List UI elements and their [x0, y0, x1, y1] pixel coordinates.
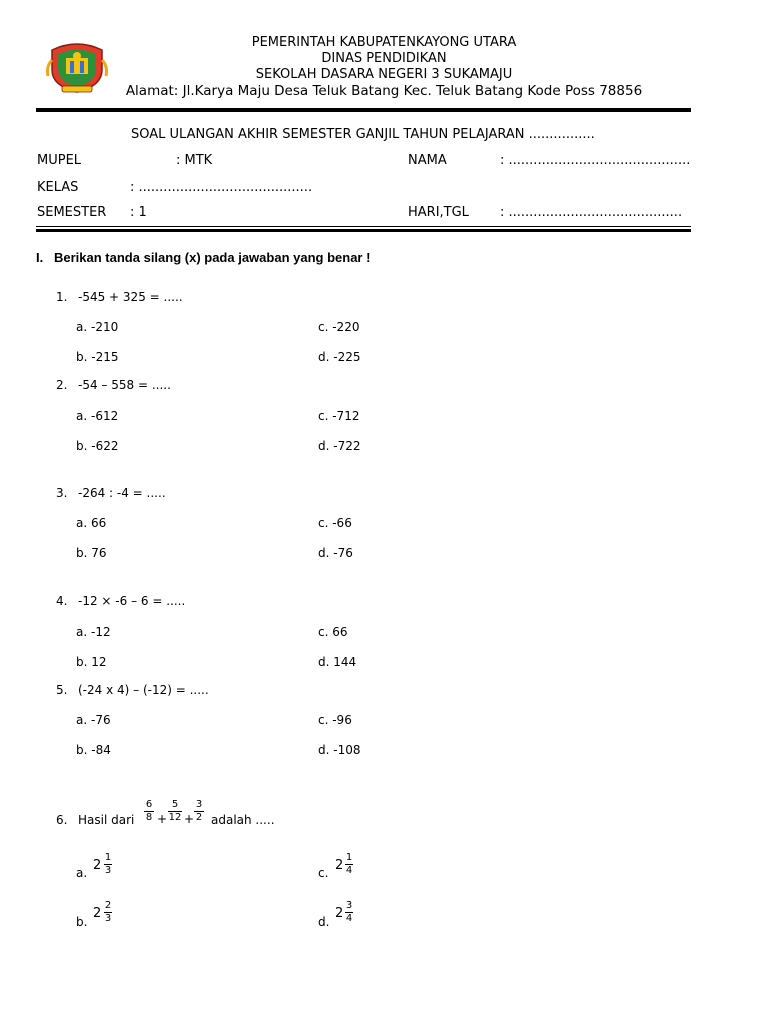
mixed-number-whole: 2 [93, 906, 102, 921]
question-prefix: Hasil dari [78, 813, 135, 827]
option-d[interactable]: d. -225 [318, 350, 361, 364]
haritgl-label: HARI,TGL [408, 205, 469, 220]
question-number: 4. [56, 594, 68, 608]
nama-field[interactable]: : ............................................ [500, 153, 691, 168]
option-c[interactable]: c. [318, 866, 329, 880]
option-b[interactable]: b. 76 [76, 546, 107, 560]
question-text: -12 × -6 – 6 = ..... [78, 594, 186, 608]
kelas-field[interactable]: : .......................................... [130, 180, 313, 195]
plus-sign: + [184, 812, 195, 826]
option-c[interactable]: c. -96 [318, 713, 352, 727]
question-suffix: adalah ..... [211, 813, 275, 827]
haritgl-field[interactable]: : .......................................... [500, 205, 683, 220]
fraction-numerator: 6 [145, 799, 153, 810]
option-d[interactable]: d. 144 [318, 655, 357, 669]
section-number: I. [36, 250, 44, 265]
kelas-label: KELAS [37, 180, 79, 195]
mixed-number-whole: 2 [335, 858, 344, 873]
question-text: -264 : -4 = ..... [78, 486, 166, 500]
option-a[interactable]: a. [76, 866, 88, 880]
info-divider-thick [36, 229, 691, 232]
fraction-numerator: 1 [345, 852, 353, 863]
option-b[interactable]: b. -622 [76, 439, 119, 453]
exam-title: SOAL ULANGAN AKHIR SEMESTER GANJIL TAHUN PELAJARAN ................ [131, 127, 595, 142]
header-line-department: DINAS PENDIDIKAN [321, 51, 447, 66]
fraction-denominator: 12 [168, 812, 182, 823]
fraction-denominator: 8 [145, 812, 153, 823]
fraction-term [345, 853, 353, 876]
fraction-term [144, 800, 154, 823]
header-divider [36, 108, 691, 112]
fraction-denominator: 3 [104, 865, 112, 876]
fraction-numerator: 3 [195, 799, 203, 810]
option-d[interactable]: d. -76 [318, 546, 353, 560]
plus-sign: + [157, 812, 168, 826]
question-number: 1. [56, 290, 68, 304]
info-divider-thin [36, 226, 691, 227]
fraction-term [194, 800, 204, 823]
option-a[interactable]: a. -76 [76, 713, 111, 727]
option-d[interactable]: d. -722 [318, 439, 361, 453]
fraction-denominator: 4 [345, 865, 353, 876]
fraction-denominator: 3 [104, 913, 112, 924]
option-d[interactable]: d. [318, 915, 330, 929]
option-d[interactable]: d. -108 [318, 743, 361, 757]
option-b[interactable]: b. [76, 915, 88, 929]
section-instruction: Berikan tanda silang (x) pada jawaban yang benar ! [54, 250, 371, 265]
option-a[interactable]: a. -210 [76, 320, 119, 334]
option-a[interactable]: a. -612 [76, 409, 119, 423]
fraction-numerator: 3 [345, 900, 353, 911]
question-number: 6. [56, 813, 68, 827]
fraction-term [104, 853, 112, 876]
question-number: 2. [56, 378, 68, 392]
nama-label: NAMA [408, 153, 447, 168]
semester-label: SEMESTER [37, 205, 107, 220]
option-c[interactable]: c. -220 [318, 320, 360, 334]
question-text: -545 + 325 = ..... [78, 290, 183, 304]
fraction-term [168, 800, 182, 823]
option-a[interactable]: a. -12 [76, 625, 111, 639]
header-line-school: SEKOLAH DASARA NEGERI 3 SUKAMAJU [255, 67, 513, 82]
header-line-government: PEMERINTAH KABUPATENKAYONG UTARA [251, 35, 517, 50]
fraction-denominator: 2 [195, 812, 203, 823]
option-b[interactable]: b. 12 [76, 655, 107, 669]
option-b[interactable]: b. -84 [76, 743, 111, 757]
option-a[interactable]: a. 66 [76, 516, 107, 530]
mupel-label: MUPEL [37, 153, 82, 168]
option-b[interactable]: b. -215 [76, 350, 119, 364]
question-number: 3. [56, 486, 68, 500]
option-c[interactable]: c. 66 [318, 625, 348, 639]
question-text: -54 – 558 = ..... [78, 378, 171, 392]
semester-value: : 1 [130, 205, 147, 220]
option-c[interactable]: c. -712 [318, 409, 360, 423]
fraction-term [104, 901, 112, 924]
mixed-number-whole: 2 [93, 858, 102, 873]
option-c[interactable]: c. -66 [318, 516, 352, 530]
mupel-value: : MTK [176, 153, 213, 168]
fraction-numerator: 1 [104, 852, 112, 863]
fraction-denominator: 4 [345, 913, 353, 924]
mixed-number-whole: 2 [335, 906, 344, 921]
fraction-term [345, 901, 353, 924]
fraction-numerator: 5 [171, 799, 179, 810]
fraction-numerator: 2 [104, 900, 112, 911]
question-text: (-24 x 4) – (-12) = ..... [78, 683, 209, 697]
question-number: 5. [56, 683, 68, 697]
header-address: Alamat: Jl.Karya Maju Desa Teluk Batang Kec. Teluk Batang Kode Poss 78856 [125, 83, 643, 99]
